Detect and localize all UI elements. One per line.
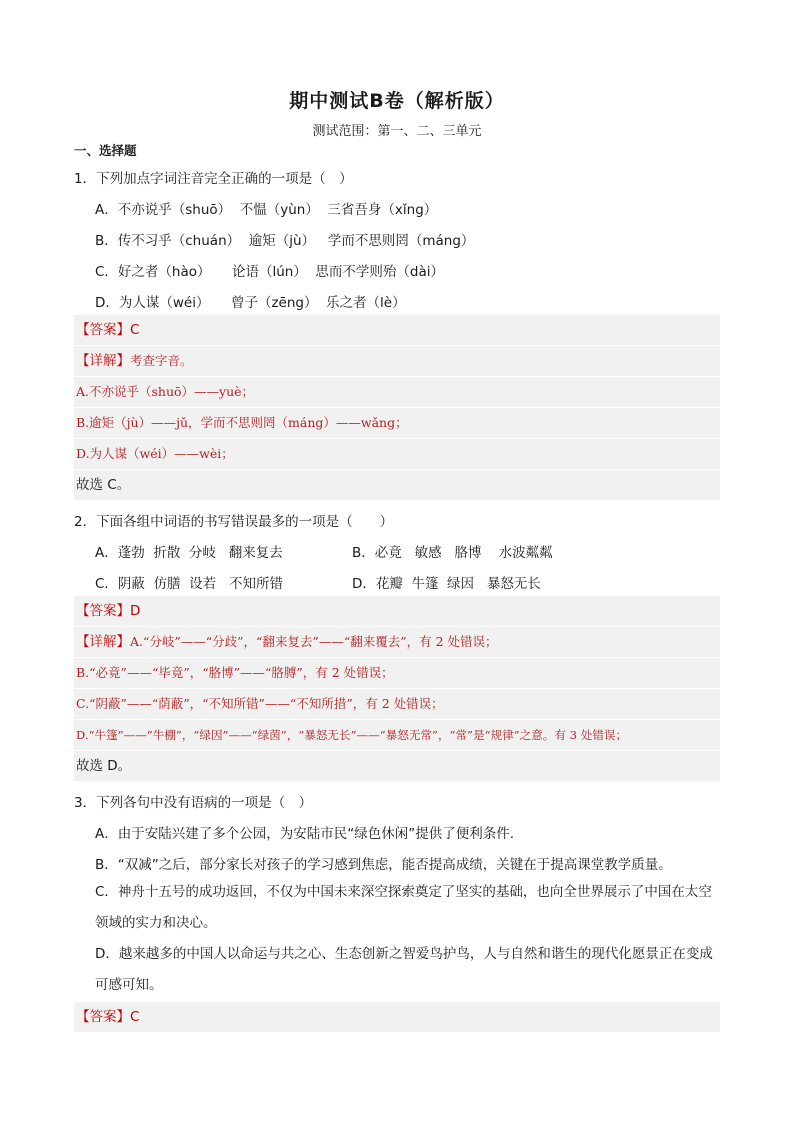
answer-tag: 【答案】 <box>76 603 130 619</box>
question-1-option-a: A．不亦说乎（shuō） 不愠（yùn） 三省吾身（xǐng） <box>95 202 438 218</box>
detail-tag: 【详解】 <box>76 634 130 650</box>
question-1-conclusion <box>74 470 720 500</box>
question-3-stem: 3．下列各句中没有语病的一项是（ ） <box>74 795 313 811</box>
question-3-option-a: A．由于安陆兴建了多个公园，为安陆市民“绿色休闲”提供了便利条件. <box>95 826 515 842</box>
question-1-detail-line <box>74 439 720 469</box>
detail-line: A.不亦说乎（shuō）——yuè； <box>76 384 255 399</box>
question-2-detail-line <box>74 658 720 688</box>
detail-line: B.“必竟”——“毕竟”，“胳博”——“胳膊”，有 2 处错误； <box>76 665 394 680</box>
detail-text: A.“分岐”——“分歧”，“翻来复去”——“翻来覆去”，有 2 处错误； <box>130 634 498 649</box>
detail-line: B.逾矩（jù）——jǔ，学而不思则罔（máng）——wǎng； <box>76 415 408 430</box>
question-1-option-d: D．为人谋（wéi） 曾子（zēng） 乐之者（lè） <box>95 295 406 311</box>
question-1-detail <box>74 346 720 376</box>
question-3-option-b: B．“双减”之后，部分家长对孩子的学习感到焦虑，能否提高成绩，关键在于提高课堂教学质量。 <box>95 857 672 873</box>
answer-value: D <box>130 603 141 619</box>
document-title: 期中测试B卷（解析版） <box>289 90 505 112</box>
detail-tag: 【详解】 <box>76 353 130 369</box>
question-3-option-d: D．越来越多的中国人以命运与共之心、生态创新之智爱鸟护鸟，人与自然和谐生的现代化愿景正在变成可感可知。 <box>95 946 713 993</box>
question-2-detail <box>74 627 720 657</box>
question-2-option-d: D．花瓣 牛篷 绿因 暴怒无长 <box>352 576 541 592</box>
detail-line: 故选 D。 <box>76 758 132 774</box>
question-2-stem: 2．下面各组中词语的书写错误最多的一项是（ ） <box>74 514 394 530</box>
test-scope: 测试范围：第一、二、三单元 <box>312 124 482 139</box>
question-2-option-a: A．蓬勃 折散 分岐 翻来复去 <box>95 545 283 561</box>
section-heading: 一、选择题 <box>74 143 137 158</box>
detail-line: D.为人谋（wéi）——wèi； <box>76 446 234 461</box>
detail-text: 考查字音。 <box>130 353 193 368</box>
answer-value: C <box>130 1009 140 1025</box>
question-1-detail-line <box>74 377 720 407</box>
question-1-detail-line <box>74 408 720 438</box>
question-2-option-b: B．必竟 敏感 胳博 水波粼粼 <box>352 545 553 561</box>
detail-line: C.“阴蔽”——“荫蔽”，“不知所错”——“不知所措”，有 2 处错误； <box>76 696 444 711</box>
question-1-stem: 1．下列加点字词注音完全正确的一项是（ ） <box>74 171 353 187</box>
answer-value: C <box>130 322 140 338</box>
detail-line: 故选 C。 <box>76 477 131 493</box>
question-3-option-c: C．神舟十五号的成功返回，不仅为中国未来深空探索奠定了坚实的基础，也向全世界展示了中国在太空领域的实力和决心。 <box>95 884 712 931</box>
question-1-answer <box>74 315 720 345</box>
question-2-answer <box>74 596 720 626</box>
question-2-option-c: C．阴蔽 仿膳 设若 不知所错 <box>95 576 283 592</box>
question-2-conclusion <box>74 751 720 781</box>
detail-line: D.“牛篷”——“牛棚”，“绿因”——“绿茵”，“暴怒无长”——“暴怒无常”，“常”是“规律”之意。有 3 处错误； <box>76 728 628 742</box>
question-2-detail-line <box>74 720 720 750</box>
answer-tag: 【答案】 <box>76 322 130 338</box>
answer-tag: 【答案】 <box>76 1009 130 1025</box>
question-3-answer <box>74 1002 720 1032</box>
question-1-option-c: C．好之者（hào） 论语（lún） 思而不学则殆（dài） <box>95 264 445 280</box>
question-1-option-b: B．传不习乎（chuán） 逾矩（jù） 学而不思则罔（máng） <box>95 233 475 249</box>
question-2-detail-line <box>74 689 720 719</box>
